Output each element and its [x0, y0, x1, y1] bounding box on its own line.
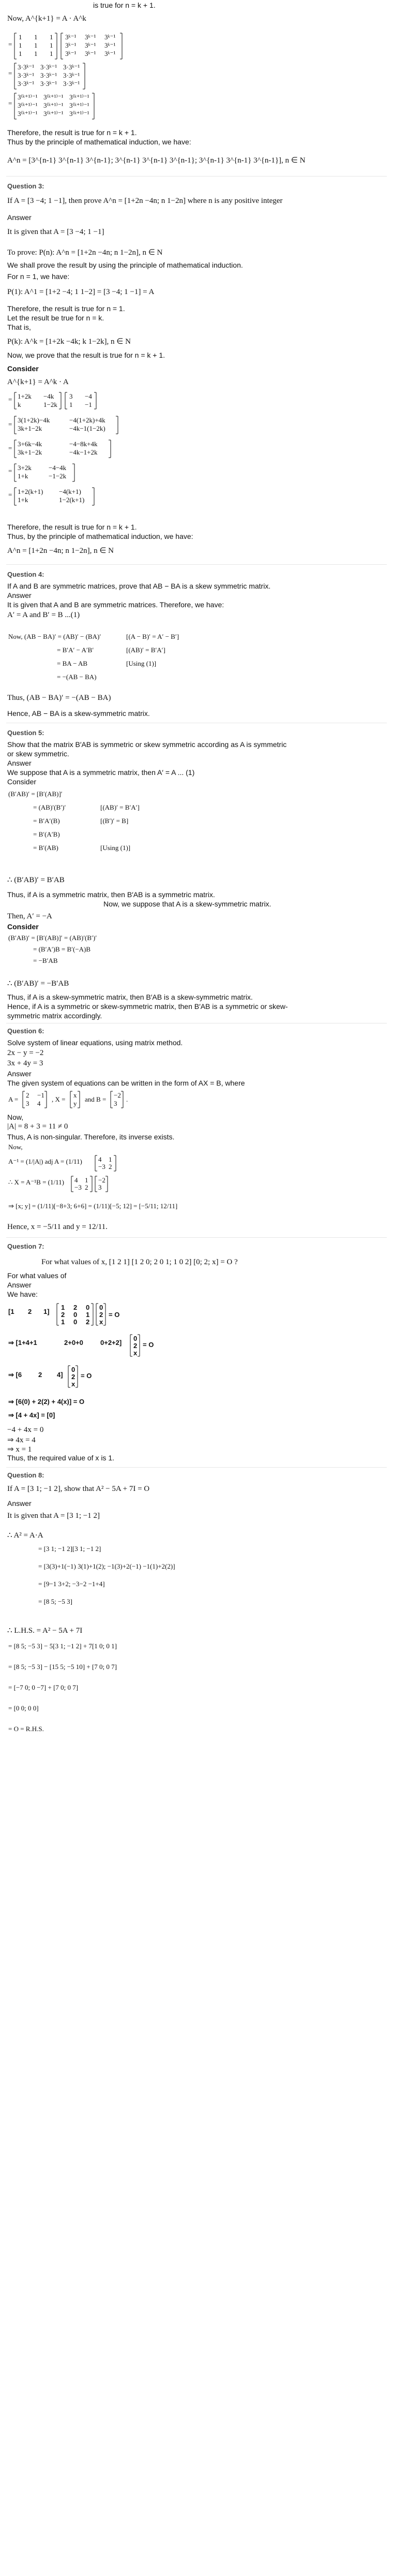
svg-text:3·3ᵏ⁻¹: 3·3ᵏ⁻¹	[40, 71, 57, 79]
svg-text:2: 2	[28, 1308, 32, 1315]
final-working-q8	[7, 1636, 214, 1755]
svg-text:2: 2	[38, 1371, 42, 1379]
answer-label: Answer	[7, 1499, 32, 1507]
svg-text:⇒ [1+4+1: ⇒ [1+4+1	[8, 1339, 37, 1346]
svg-text:= [0 0; 0 0]: = [0 0; 0 0]	[8, 1704, 39, 1712]
svg-text:0: 0	[86, 1304, 90, 1311]
text-line: Now, we prove that the result is true for n = k + 1.	[7, 351, 165, 359]
svg-text:Now, (AB − BA)′ = (AB)′ − (BA): Now, (AB − BA)′ = (AB)′ − (BA)′	[8, 633, 101, 640]
svg-text:2: 2	[86, 1318, 90, 1326]
equation-line: |A| = 8 + 3 = 11 ≠ 0	[7, 1122, 68, 1131]
svg-text:−2: −2	[114, 1091, 121, 1099]
svg-text:−1−2k: −1−2k	[49, 472, 67, 480]
text-line: The given system of equations can be written in the form of AX = B, where	[7, 1079, 245, 1087]
svg-text:0: 0	[73, 1311, 78, 1319]
svg-text:3⁽ᵏ⁺¹⁾⁻¹: 3⁽ᵏ⁺¹⁾⁻¹	[18, 93, 38, 101]
transpose-steps-q5a	[7, 787, 214, 865]
text-line: Consider	[7, 923, 39, 931]
svg-text:4: 4	[74, 1176, 78, 1184]
text-line: symmetric matrix accordingly.	[7, 1012, 102, 1020]
divider	[6, 564, 387, 565]
text-line: Thus, if A is a skew-symmetric matrix, then B′AB is a skew-symmetric matrix.	[7, 993, 253, 1001]
svg-text:0: 0	[73, 1318, 78, 1326]
svg-text:3: 3	[114, 1100, 117, 1107]
svg-text:⇒ [x; y] = (1/11)[−8+3; 6+6] =: ⇒ [x; y] = (1/11)[−8+3; 6+6] = (1/11)[−5; 12] = [−5/11; 12/11]	[8, 1202, 178, 1210]
svg-text:−4k−1+2k: −4k−1+2k	[69, 448, 98, 456]
svg-text:3ᵏ⁻¹: 3ᵏ⁻¹	[104, 50, 116, 57]
svg-text:1+2(k+1): 1+2(k+1)	[18, 488, 43, 495]
svg-text:1−2(k+1): 1−2(k+1)	[59, 496, 85, 504]
text-line: Therefore, the result is true for n = 1.	[7, 304, 125, 313]
svg-text:0: 0	[99, 1304, 103, 1311]
question-heading: Question 3:	[7, 182, 44, 190]
question-heading: Question 5:	[7, 729, 44, 737]
svg-text:1: 1	[85, 1176, 88, 1184]
svg-text:, X =: , X =	[52, 1095, 66, 1103]
svg-text:= O: = O	[109, 1311, 120, 1319]
svg-text:∴ X = A⁻¹B = (1/11): ∴ X = A⁻¹B = (1/11)	[8, 1178, 64, 1186]
text-line: Thus, A is non-singular. Therefore, its inverse exists.	[7, 1133, 175, 1141]
svg-text:0: 0	[71, 1366, 75, 1373]
text-line: Now, we suppose that A is a skew-symmetric matrix.	[103, 900, 271, 908]
svg-text:= [9−1 3+2; −3−2 −1+4]: = [9−1 3+2; −3−2 −1+4]	[38, 1580, 105, 1588]
svg-text:=: =	[8, 99, 12, 107]
svg-text:2: 2	[26, 1091, 29, 1099]
text-line: That is,	[7, 323, 31, 331]
svg-text:[(B′)′ = B]: [(B′)′ = B]	[100, 817, 129, 825]
svg-text:1: 1	[61, 1304, 65, 1311]
svg-text:= [3(3)+1(−1) 3(1)+1(2); −1(3: = [3(3)+1(−1) 3(1)+1(2); −1(3)+2(−1) −1(1)+2(2)]	[38, 1562, 175, 1570]
svg-text:3⁽ᵏ⁺¹⁾⁻¹: 3⁽ᵏ⁺¹⁾⁻¹	[18, 101, 38, 109]
svg-text:2+0+0: 2+0+0	[64, 1339, 83, 1346]
equation-line: ⇒ x = 1	[7, 1445, 32, 1454]
svg-text:1: 1	[34, 50, 38, 57]
svg-text:−4(k+1): −4(k+1)	[59, 488, 81, 495]
svg-text:[(AB)′ = B′A′]: [(AB)′ = B′A′]	[100, 803, 140, 811]
matrix-working-q3	[7, 389, 193, 519]
svg-text:= B′(AB): = B′(AB)	[33, 844, 58, 852]
equation-line: ∴ L.H.S. = A² − 5A + 7I	[7, 1627, 83, 1635]
svg-text:= (B′A′)B = B′(−A)B: = (B′A′)B = B′(−A)B	[33, 945, 91, 953]
question-text: For what values of x, [1 2 1] [1 2 0; 2 0 1; 1 0 2] [0; 2; x] = O ?	[41, 1258, 238, 1266]
svg-text:−2: −2	[98, 1176, 105, 1184]
svg-text:3⁽ᵏ⁺¹⁾⁻¹: 3⁽ᵏ⁺¹⁾⁻¹	[69, 110, 89, 118]
equation-line: A^{k+1} = A^k · A	[7, 378, 69, 386]
question-text: If A and B are symmetric matrices, prove that AB − BA is a skew symmetric matrix.	[7, 582, 271, 590]
svg-text:3: 3	[26, 1100, 29, 1107]
text-line: Now,	[7, 1113, 24, 1121]
text-line: To prove: P(n): A^n = [1+2n −4n; n 1−2n], n ∈ N	[7, 248, 163, 257]
question-text: If A = [3 −4; 1 −1], then prove A^n = [1+2n −4n; n 1−2n] where n is any positive integer	[7, 197, 283, 205]
svg-text:3k+1−2k: 3k+1−2k	[18, 448, 42, 456]
text-line: We have:	[7, 1290, 38, 1298]
svg-text:1: 1	[50, 50, 53, 57]
text-line: Hence, AB − BA is a skew-symmetric matrix.	[7, 709, 150, 718]
svg-text:−4k: −4k	[43, 392, 54, 400]
svg-text:−3: −3	[98, 1163, 105, 1170]
text-line: We suppose that A is a symmetric matrix, then A′ = A ... (1)	[7, 768, 195, 777]
svg-text:1: 1	[19, 33, 22, 41]
svg-text:= [3 1; −1 2][3 1; −1 2]: = [3 1; −1 2][3 1; −1 2]	[38, 1545, 101, 1553]
svg-text:= [8 5; −5 3] − 5[3 1; −1 2] +: = [8 5; −5 3] − 5[3 1; −1 2] + 7[1 0; 0 1]	[8, 1642, 117, 1650]
svg-text:= −B′AB: = −B′AB	[33, 957, 58, 964]
answer-label: Answer	[7, 213, 32, 222]
text-line: It is given that A = [3 1; −1 2]	[7, 1512, 100, 1520]
equation-line: A^n = [3^{n-1} 3^{n-1} 3^{n-1}; 3^{n-1} 3^{n-1} 3^{n-1}; 3^{n-1} 3^{n-1} 3^{n-1}], n ∈ N	[7, 156, 306, 165]
svg-text:3·3ᵏ⁻¹: 3·3ᵏ⁻¹	[40, 80, 57, 87]
svg-text:y: y	[73, 1100, 77, 1107]
svg-text:3: 3	[69, 392, 73, 400]
svg-text:3·3ᵏ⁻¹: 3·3ᵏ⁻¹	[40, 63, 57, 71]
svg-text:.: .	[126, 1095, 128, 1103]
svg-text:1: 1	[109, 1155, 112, 1163]
svg-text:0: 0	[133, 1335, 138, 1342]
svg-text:3(1+2k)−4k: 3(1+2k)−4k	[18, 416, 50, 424]
svg-text:1: 1	[19, 50, 22, 57]
equation-line: ∴ (B′AB)′ = −B′AB	[7, 979, 69, 988]
svg-text:3·3ᵏ⁻¹: 3·3ᵏ⁻¹	[63, 80, 80, 87]
svg-text:3⁽ᵏ⁺¹⁾⁻¹: 3⁽ᵏ⁺¹⁾⁻¹	[69, 101, 89, 109]
svg-text:3+6k−4k: 3+6k−4k	[18, 440, 42, 448]
svg-text:3·3ᵏ⁻¹: 3·3ᵏ⁻¹	[18, 63, 35, 71]
divider	[6, 1467, 387, 1468]
question-text: If A = [3 1; −1 2], show that A² − 5A + 7I = O	[7, 1485, 150, 1493]
svg-text:3·3ᵏ⁻¹: 3·3ᵏ⁻¹	[18, 71, 35, 79]
svg-text:Now,: Now,	[8, 1143, 23, 1151]
svg-text:= (AB)′(B′)′: = (AB)′(B′)′	[33, 803, 66, 811]
matrix-working-q7	[7, 1300, 224, 1424]
svg-text:1+2k: 1+2k	[18, 392, 32, 400]
equation-line: ⇒ 4x = 4	[7, 1436, 36, 1444]
svg-text:=: =	[8, 491, 12, 499]
text-line: Consider	[7, 778, 37, 786]
equation-line: A′ = A and B′ = B ...(1)	[7, 611, 80, 619]
svg-text:−4(1+2k)+4k: −4(1+2k)+4k	[69, 416, 105, 424]
text-line: Hence, if A is a symmetric or skew-symmetric matrix, then B′AB is a symmetric or skew-	[7, 1002, 288, 1011]
svg-text:3⁽ᵏ⁺¹⁾⁻¹: 3⁽ᵏ⁺¹⁾⁻¹	[43, 93, 64, 101]
equation-line: Then, A′ = −A	[7, 912, 52, 920]
svg-text:2: 2	[85, 1183, 88, 1191]
svg-text:2: 2	[109, 1163, 112, 1170]
text-line: For what values of	[7, 1271, 67, 1280]
svg-text:= O: = O	[143, 1341, 154, 1349]
question-text: Solve system of linear equations, using matrix method.	[7, 1038, 183, 1047]
svg-text:3·3ᵏ⁻¹: 3·3ᵏ⁻¹	[18, 80, 35, 87]
text-line: is true for n = k + 1.	[93, 1, 156, 9]
text-line: Thus, the required value of x is 1.	[7, 1454, 114, 1462]
svg-text:= [8 5; −5 3]: = [8 5; −5 3]	[38, 1598, 72, 1605]
svg-text:⇒ [6(0) + 2(2) + 4(x)] = O: ⇒ [6(0) + 2(2) + 4(x)] = O	[8, 1398, 85, 1406]
system-matrices-q6	[7, 1089, 162, 1110]
equation-line: ∴ A² = A·A	[7, 1531, 43, 1540]
svg-text:3ᵏ⁻¹: 3ᵏ⁻¹	[85, 33, 96, 41]
answer-label: Answer	[7, 591, 32, 599]
question-heading: Question 4:	[7, 570, 44, 578]
svg-text:x: x	[71, 1380, 75, 1388]
text-line: It is given that A and B are symmetric matrices. Therefore, we have:	[7, 601, 224, 609]
svg-text:4: 4	[98, 1155, 102, 1163]
text-line: Therefore, the result is true for n = k + 1.	[7, 523, 137, 531]
svg-text:x: x	[133, 1349, 138, 1357]
equation-line: ∴ (B′AB)′ = B′AB	[7, 876, 65, 884]
svg-text:=: =	[8, 444, 12, 452]
svg-text:3ᵏ⁻¹: 3ᵏ⁻¹	[85, 41, 96, 49]
svg-text:1]: 1]	[43, 1308, 50, 1315]
svg-text:1−2k: 1−2k	[43, 401, 57, 408]
svg-text:3+2k: 3+2k	[18, 464, 32, 472]
svg-text:2: 2	[61, 1311, 65, 1319]
svg-text:3⁽ᵏ⁺¹⁾⁻¹: 3⁽ᵏ⁺¹⁾⁻¹	[18, 110, 38, 118]
answer-label: Answer	[7, 759, 32, 767]
svg-text:[Using (1)]: [Using (1)]	[126, 660, 157, 667]
svg-text:2: 2	[99, 1311, 103, 1319]
equation-line: A^n = [1+2n −4n; n 1−2n], n ∈ N	[7, 547, 114, 555]
svg-text:−4k−1(1−2k): −4k−1(1−2k)	[69, 425, 105, 432]
svg-text:=: =	[8, 40, 12, 48]
svg-text:1: 1	[19, 41, 22, 49]
svg-text:⇒ [4 + 4x] = [0]: ⇒ [4 + 4x] = [0]	[8, 1411, 55, 1419]
text-line: Therefore, the result is true for n = k + 1.	[7, 128, 137, 137]
equation-line: Now, A^{k+1} = A · A^k	[7, 14, 86, 23]
svg-text:3ᵏ⁻¹: 3ᵏ⁻¹	[104, 41, 116, 49]
svg-text:(B′AB)′ = [B′(AB)]′: (B′AB)′ = [B′(AB)]′	[8, 790, 63, 798]
svg-text:1: 1	[61, 1318, 65, 1326]
svg-text:1: 1	[50, 33, 53, 41]
svg-text:[(AB)′ = B′A′]: [(AB)′ = B′A′]	[126, 646, 165, 654]
text-line: We shall prove the result by using the principle of mathematical induction.	[7, 261, 243, 269]
svg-text:1: 1	[34, 33, 38, 41]
svg-text:1+k: 1+k	[18, 472, 28, 480]
svg-text:3⁽ᵏ⁺¹⁾⁻¹: 3⁽ᵏ⁺¹⁾⁻¹	[69, 93, 89, 101]
question-heading: Question 6:	[7, 1027, 44, 1035]
svg-text:−1: −1	[37, 1091, 44, 1099]
text-line: Thus by the principle of mathematical induction, we have:	[7, 138, 191, 146]
svg-text:3ᵏ⁻¹: 3ᵏ⁻¹	[65, 33, 77, 41]
svg-text:and B =: and B =	[85, 1095, 107, 1103]
matrix-product-steps	[7, 27, 183, 125]
svg-text:A =: A =	[8, 1095, 19, 1103]
question-heading: Question 7:	[7, 1242, 44, 1250]
svg-text:3ᵏ⁻¹: 3ᵏ⁻¹	[65, 50, 77, 57]
svg-text:[1: [1	[8, 1308, 14, 1315]
question-heading: Question 8:	[7, 1471, 44, 1479]
equation-line: Thus, (AB − BA)′ = −(AB − BA)	[7, 694, 111, 702]
text-line: It is given that A = [3 −4; 1 −1]	[7, 228, 104, 236]
equation-line: Hence, x = −5/11 and y = 12/11.	[7, 1223, 108, 1231]
answer-label: Answer	[7, 1070, 32, 1078]
svg-text:x: x	[73, 1091, 77, 1099]
svg-text:k: k	[18, 401, 21, 408]
equation-line: −4 + 4x = 0	[7, 1426, 44, 1434]
svg-text:3·3ᵏ⁻¹: 3·3ᵏ⁻¹	[63, 71, 80, 79]
svg-text:1: 1	[86, 1311, 90, 1319]
divider	[6, 1237, 387, 1238]
svg-text:3ᵏ⁻¹: 3ᵏ⁻¹	[104, 33, 116, 41]
svg-text:= O = R.H.S.: = O = R.H.S.	[8, 1725, 44, 1733]
svg-text:3: 3	[98, 1183, 102, 1191]
answer-label: Answer	[7, 1281, 32, 1289]
svg-text:1+k: 1+k	[18, 496, 28, 504]
svg-text:x: x	[99, 1318, 103, 1326]
svg-text:−4−4k: −4−4k	[49, 464, 67, 472]
svg-text:= B′A′(B): = B′A′(B)	[33, 817, 60, 825]
svg-text:−1: −1	[85, 401, 92, 408]
text-line: Let the result be true for n = k.	[7, 314, 104, 322]
transpose-steps-q4	[7, 628, 214, 690]
equation-line: 2x − y = −2	[7, 1049, 44, 1057]
svg-text:=: =	[8, 396, 12, 403]
svg-text:1: 1	[69, 401, 73, 408]
question-text: Show that the matrix B′AB is symmetric or skew symmetric according as A is symmetric	[7, 740, 287, 749]
svg-text:−4: −4	[85, 392, 92, 400]
question-text: or skew symmetric.	[7, 750, 69, 758]
equation-line: P(1): A^1 = [1+2 −4; 1 1−2] = [3 −4; 1 −1] = A	[7, 288, 155, 296]
svg-text:=: =	[8, 69, 12, 77]
svg-text:3⁽ᵏ⁺¹⁾⁻¹: 3⁽ᵏ⁺¹⁾⁻¹	[43, 110, 64, 118]
svg-text:3·3ᵏ⁻¹: 3·3ᵏ⁻¹	[63, 63, 80, 71]
svg-text:−4−8k+4k: −4−8k+4k	[69, 440, 98, 448]
svg-text:3ᵏ⁻¹: 3ᵏ⁻¹	[85, 50, 96, 57]
svg-text:= O: = O	[81, 1372, 92, 1380]
svg-text:1: 1	[50, 41, 53, 49]
svg-text:2: 2	[73, 1304, 78, 1311]
svg-text:−3: −3	[74, 1183, 82, 1191]
text-line: Thus, if A is a symmetric matrix, then B′AB is a symmetric matrix.	[7, 890, 215, 899]
square-working-q8	[7, 1541, 214, 1618]
svg-text:= B′A′ − A′B′: = B′A′ − A′B′	[57, 646, 94, 654]
text-line: For n = 1, we have:	[7, 272, 70, 281]
svg-text:4]: 4]	[57, 1371, 63, 1379]
svg-text:= [−7 0; 0 −7] + [7 0; 0 7]: = [−7 0; 0 −7] + [7 0; 0 7]	[8, 1684, 79, 1691]
svg-text:=: =	[8, 467, 12, 475]
svg-text:= −(AB − BA): = −(AB − BA)	[57, 673, 97, 681]
svg-text:= BA − AB: = BA − AB	[57, 660, 88, 667]
inverse-working-q6	[7, 1142, 204, 1220]
svg-text:3k+1−2k: 3k+1−2k	[18, 425, 42, 432]
equation-line: P(k): A^k = [1+2k −4k; k 1−2k], n ∈ N	[7, 338, 131, 346]
svg-text:= [8 5; −5 3] − [15 5; −5 10]: = [8 5; −5 3] − [15 5; −5 10] + [7 0; 0 7]	[8, 1663, 117, 1671]
text-line: Consider	[7, 364, 39, 373]
transpose-steps-q5b	[7, 932, 214, 969]
svg-text:3⁽ᵏ⁺¹⁾⁻¹: 3⁽ᵏ⁺¹⁾⁻¹	[43, 101, 64, 109]
equation-line: 3x + 4y = 3	[7, 1059, 43, 1067]
svg-text:⇒ [6: ⇒ [6	[8, 1371, 22, 1379]
divider	[6, 176, 387, 177]
svg-text:A⁻¹ = (1/|A|) adj A = (1/11): A⁻¹ = (1/|A|) adj A = (1/11)	[8, 1158, 82, 1165]
svg-text:[(A − B)′ = A′ − B′]: [(A − B)′ = A′ − B′]	[126, 633, 179, 640]
svg-text:0+2+2]: 0+2+2]	[100, 1339, 122, 1346]
svg-text:= B′(A′B): = B′(A′B)	[33, 830, 60, 838]
svg-text:3ᵏ⁻¹: 3ᵏ⁻¹	[65, 41, 77, 49]
svg-text:=: =	[8, 420, 12, 428]
svg-text:2: 2	[133, 1342, 138, 1350]
svg-text:4: 4	[37, 1100, 41, 1107]
svg-text:[Using (1)]: [Using (1)]	[100, 844, 131, 852]
svg-text:(B′AB)′ = [B′(AB)]′ = (AB)′(B′: (B′AB)′ = [B′(AB)]′ = (AB)′(B′)′	[8, 934, 97, 942]
svg-text:1: 1	[34, 41, 38, 49]
text-line: Thus, by the principle of mathematical induction, we have:	[7, 532, 193, 540]
svg-text:2: 2	[71, 1373, 75, 1381]
